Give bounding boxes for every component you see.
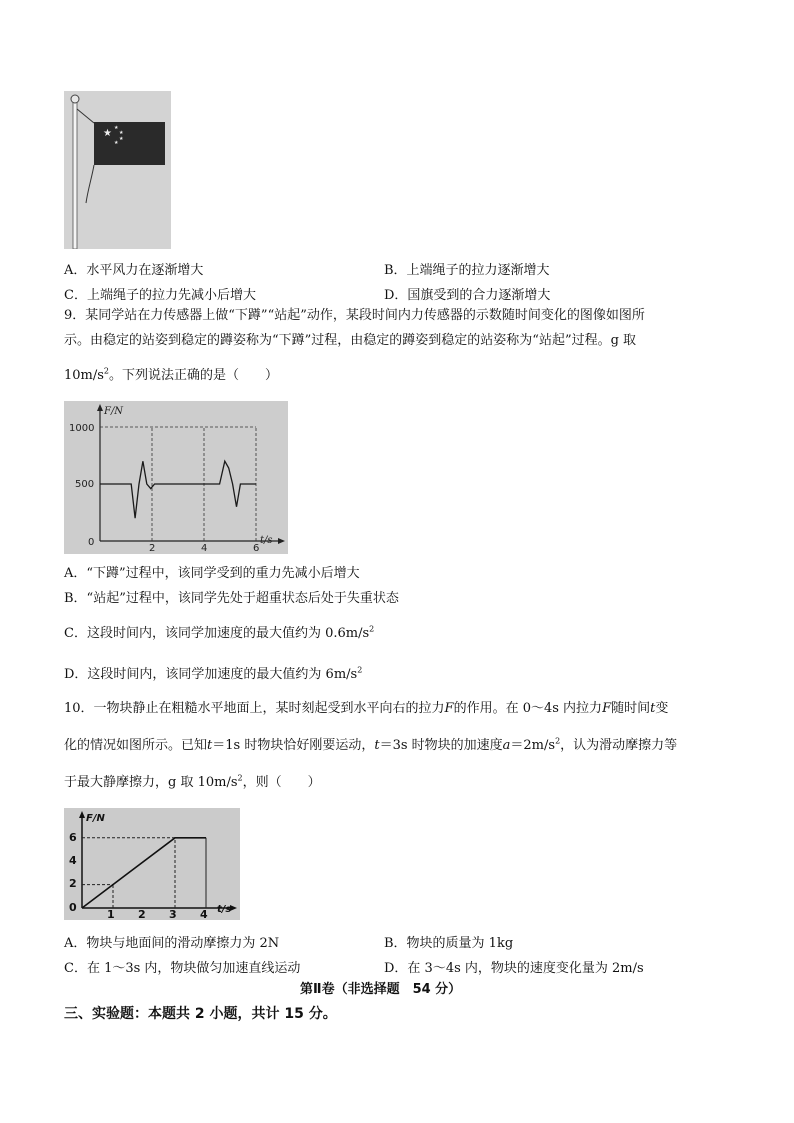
q9-g-value: 10m/s	[64, 368, 104, 383]
q9-series-line	[100, 461, 256, 518]
q10-var-a: a	[502, 738, 511, 753]
q10-option-b[interactable]: B．物块的质量为 1kg	[384, 936, 514, 951]
q10-text-2g: ＝2m/s	[510, 738, 556, 753]
q8-option-d[interactable]: D．国旗受到的合力逐渐增大	[384, 288, 551, 303]
q10-text-c: 的作用。在 0～4s 内拉力	[453, 701, 603, 716]
q9-y-axis-label: F/N	[104, 406, 124, 417]
q10-stem-line1	[64, 701, 668, 717]
q10-var-f: F	[444, 701, 454, 716]
q9-ytick-1000: 1000	[69, 423, 95, 434]
svg-text:★: ★	[119, 130, 124, 136]
q10-option-a[interactable]: A．物块与地面间的滑动摩擦力为 2N	[64, 936, 280, 951]
q10-xtick-1: 1	[107, 908, 115, 920]
q10-var-t1: t	[207, 738, 213, 753]
q10-xtick-4: 4	[200, 908, 208, 920]
q10-var-f2: F	[602, 701, 612, 716]
q10-text-2e: ＝3s 时物块的加速度	[379, 738, 503, 753]
q10-xtick-3: 3	[169, 908, 177, 920]
q10-accel-exp: 2	[555, 736, 561, 746]
flag-figure	[64, 91, 171, 249]
q10-ytick-0: 0	[69, 901, 77, 914]
q9-option-c-text: C．这段时间内，该同学加速度的最大值约为 0.6m/s	[64, 626, 370, 641]
section-3-title: 三、实验题：本题共 2 小题，共计 15 分。	[64, 1006, 337, 1022]
q9-stem-line1: 9．某同学站在力传感器上做“下蹲”“站起”动作，某段时间内力传感器的示数随时间变化的图像如图所	[64, 308, 645, 323]
q9-origin-label: 0	[88, 537, 95, 548]
q9-chart-svg	[64, 401, 288, 554]
flag-illustration	[64, 91, 171, 249]
q9-stem-line2: 示。由稳定的站姿到稳定的蹲姿称为“下蹲”过程，由稳定的蹲姿到稳定的站姿称为“站起”过程。g 取	[64, 333, 637, 348]
q8-option-a[interactable]: A．水平风力在逐渐增大	[64, 263, 204, 278]
q10-xtick-2: 2	[138, 908, 146, 920]
q10-x-axis-label: t/s	[217, 904, 232, 915]
q10-stem-line3	[64, 775, 321, 791]
q10-text-e: 随时间	[611, 701, 651, 716]
q9-x-arrow	[278, 538, 285, 544]
q10-option-d[interactable]: D．在 3～4s 内，物块的速度变化量为 2m/s	[384, 961, 644, 976]
q9-xtick-2: 2	[149, 543, 156, 554]
q9-option-d[interactable]	[64, 667, 362, 683]
q10-text-a: 10．一物块静止在粗糙水平地面上，某时刻起受到水平向右的拉力	[64, 701, 445, 716]
section-2-title: 第Ⅱ卷（非选择题 54 分）	[300, 982, 462, 997]
q10-text-3a: 于最大静摩擦力，g 取 10m/s	[64, 775, 238, 790]
q10-y-axis-label: F/N	[86, 813, 105, 824]
svg-text:★: ★	[103, 128, 112, 139]
q10-question: ，则（ ）	[242, 775, 321, 790]
q9-ytick-500: 500	[75, 479, 95, 490]
q9-option-d-text: D．这段时间内，该同学加速度的最大值约为 6m/s	[64, 667, 358, 682]
q10-ytick-6: 6	[69, 831, 77, 844]
q10-option-c[interactable]: C．在 1～3s 内，物块做匀加速直线运动	[64, 961, 301, 976]
q10-series-line	[82, 838, 206, 908]
q9-xtick-6: 6	[253, 543, 260, 554]
q10-ytick-2: 2	[69, 877, 77, 890]
q9-question: 。下列说法正确的是（ ）	[109, 368, 279, 383]
q10-y-arrow	[79, 811, 85, 818]
q8-option-b[interactable]: B．上端绳子的拉力逐渐增大	[384, 263, 550, 278]
q9-stem-line3	[64, 368, 278, 384]
q9-g-exponent: 2	[103, 366, 110, 376]
q10-force-time-chart	[64, 808, 240, 920]
q10-text-2a: 化的情况如图所示。已知	[64, 738, 208, 753]
svg-text:★: ★	[114, 140, 119, 146]
q9-force-time-chart	[64, 401, 288, 554]
q9-option-d-exp: 2	[357, 665, 363, 675]
q9-x-axis-label: t/s	[260, 535, 273, 546]
svg-text:★: ★	[114, 125, 119, 131]
q10-chart-svg	[64, 808, 240, 920]
q10-ytick-4: 4	[69, 854, 77, 867]
q9-option-c[interactable]	[64, 626, 374, 642]
q10-var-t: t	[650, 701, 656, 716]
q9-option-b[interactable]: B．“站起”过程中，该同学先处于超重状态后处于失重状态	[64, 591, 399, 606]
q10-g-exp: 2	[237, 773, 243, 783]
q9-option-c-exp: 2	[369, 624, 375, 634]
q10-text-2h: ，认为滑动摩擦力等	[560, 738, 678, 753]
q10-text-g: 变	[655, 701, 669, 716]
q10-var-t2: t	[374, 738, 380, 753]
q9-option-a[interactable]: A．“下蹲”过程中，该同学受到的重力先减小后增大	[64, 566, 360, 581]
q10-text-2c: ＝1s 时物块恰好刚要运动，	[212, 738, 375, 753]
q9-xtick-4: 4	[201, 543, 208, 554]
q9-y-arrow	[97, 404, 103, 411]
q8-option-c[interactable]: C．上端绳子的拉力先减小后增大	[64, 288, 256, 303]
q10-stem-line2	[64, 738, 677, 754]
svg-text:★: ★	[119, 136, 124, 142]
